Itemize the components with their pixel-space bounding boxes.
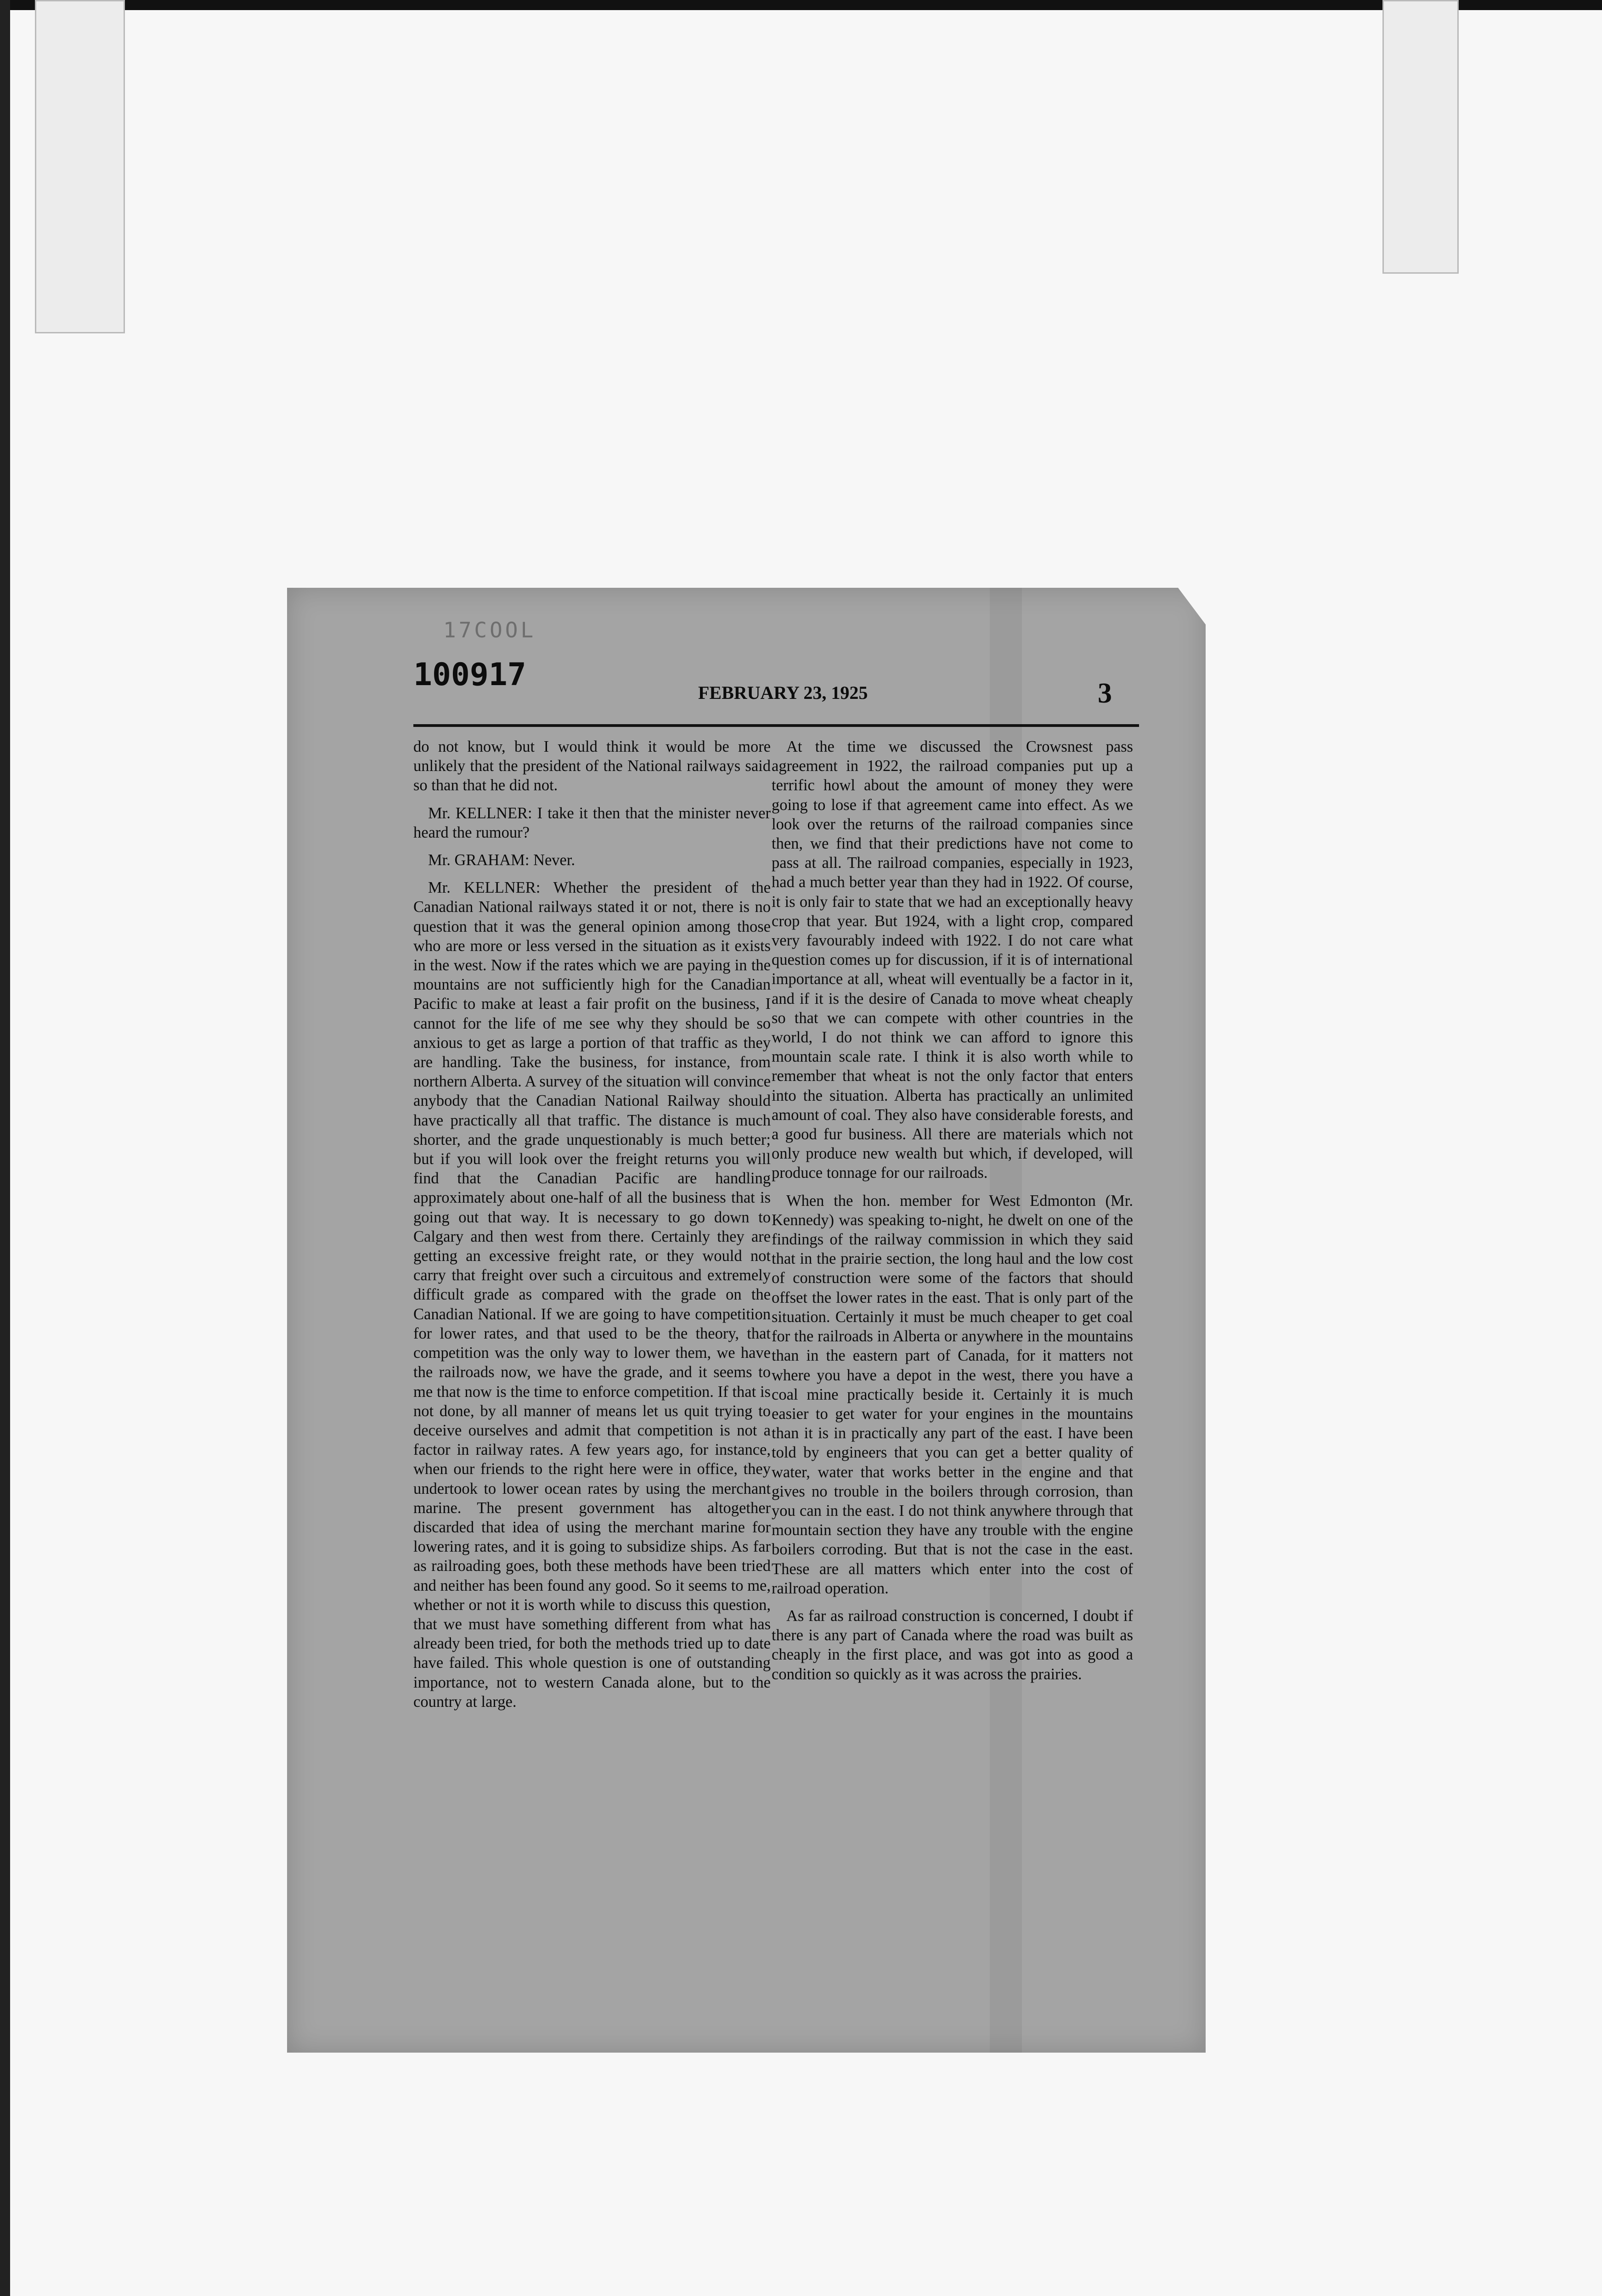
right-column bbox=[772, 737, 1133, 1692]
film-edge-top bbox=[0, 0, 1602, 10]
tape-strip-top-right bbox=[1382, 0, 1459, 274]
tape-strip-top-left bbox=[35, 0, 125, 333]
torn-corner bbox=[1178, 588, 1206, 625]
page-number-mark: 3 bbox=[1098, 678, 1112, 709]
document-page bbox=[287, 588, 1206, 2053]
page-date: FEBRUARY 23, 1925 bbox=[698, 682, 868, 703]
paragraph: do not know, but I would think it would be more unlikely that the president of the National railways said so than that he did not. bbox=[413, 738, 771, 794]
paragraph: Mr. GRAHAM: Never. bbox=[428, 851, 575, 869]
paragraph: As far as railroad construction is concerned, I doubt if there is any part of Canada where the road was built as cheaply in the first place, and was got into as good a condition so quickly as it was across the prairies. bbox=[772, 1607, 1133, 1683]
paragraph: At the time we discussed the Crowsnest pass agreement in 1922, the railroad companies put up a terrific howl about the amount of money they were going to lose if that agreement came into effect. As we look over the returns of the railroad companies since then, we find that their predictions have not come to pass at all. The railroad companies, especially in 1923, had a much better year than they had in 1922. Of course, it is only fair to state that we had an exceptionally heavy crop that year. But 1924, with a light crop, compared very favourably indeed with 1922. I do not care what question comes up for discussion, if it is of international importance at all, wheat will eventually be a factor in it, and if it is the desire of Canada to move wheat cheaply so that we can compete with other countries in the world, I do not think we can afford to ignore this mountain scale rate. I think it is also worth while to remember that wheat is not the only factor that enters into the situation. Alberta has practically an unlimited amount of coal. They also have considerable forests, and a good fur business. All there are materials which not only produce new wealth but which, if developed, will produce tonnage for our railroads. bbox=[772, 738, 1133, 1182]
paragraph: When the hon. member for West Edmonton (Mr. Kennedy) was speaking to-night, he dwelt on one of the findings of the railway commission in which they said that in the prairie section, the long haul and the low cost of construction were some of the factors that should offset the lower rates in the east. That is only part of the situation. Certainly it must be much cheaper to get coal for the railroads in Alberta or anywhere in the mountains than in the eastern part of Canada, for it matters not where you have a depot in the west, there you have a coal mine practically beside it. Certainly it is much easier to get water for your engines in the mountains than it is in practically any part of the east. I have been told by engineers that you can get a better quality of water, water that works better in the engine and that gives no trouble in the boilers through corrosion, than you can in the east. I do not think anywhere through that mountain section they have any trouble with the engine boilers corroding. But that is not the case in the east. These are all matters which enter into the cost of railroad operation. bbox=[772, 1192, 1133, 1597]
paragraph: Mr. KELLNER: I take it then that the minister never heard the rumour? bbox=[413, 804, 771, 841]
faint-stamp: 17COOL bbox=[443, 618, 536, 642]
paragraph: Mr. KELLNER: Whether the president of the Canadian National railways stated it or not, there is no question that it was the general opinion among those who are more or less versed in the situation as it exists in the west. Now if the rates which we are paying in the mountains are not sufficiently high for the Canadian Pacific to make at least a fair profit on the business, I cannot for the life of me see why they should be so anxious to get as large a portion of that traffic as they are handling. Take the business, for instance, from northern Alberta. A survey of the situation will convince anybody that the Canadian National Railway should have practically all that traffic. The distance is much shorter, and the grade unquestionably is much better; but if you will look over the freight returns you will find that the Canadian Pacific are handling approximately about one-half of all the business that is going out that way. It is necessary to go down to Calgary and then west from there. Certainly they are getting an excessive freight rate, or they would not carry that freight over such a circuitous and extremely difficult grade as compared with the grade on the Canadian National. If we are going to have competition for lower rates, and that used to be the theory, that competition was the only way to lower them, we have the railroads now, we have the grade, and it seems to me that now is the time to enforce competition. If that is not done, by all manner of means let us quit trying to deceive ourselves and admit that competition is not a factor in railway rates. A few years ago, for instance, when our friends to the right here were in office, they undertook to lower ocean rates by using the merchant marine. The present government has altogether discarded that idea of using the merchant marine for lowering rates, and it is going to subsidize ships. As far as railroading goes, both these methods have been tried and neither has been found any good. So it seems to me, whether or not it is worth while to discuss this question, that we must have something different from what has already been tried, for both the methods tried up to date have failed. This whole question is one of outstanding importance, not to western Canada alone, but to the country at large. bbox=[413, 879, 771, 1711]
film-edge-left bbox=[0, 0, 10, 2296]
left-column bbox=[413, 737, 771, 1720]
document-id: 100917 bbox=[413, 657, 526, 693]
header-rule bbox=[413, 724, 1139, 727]
